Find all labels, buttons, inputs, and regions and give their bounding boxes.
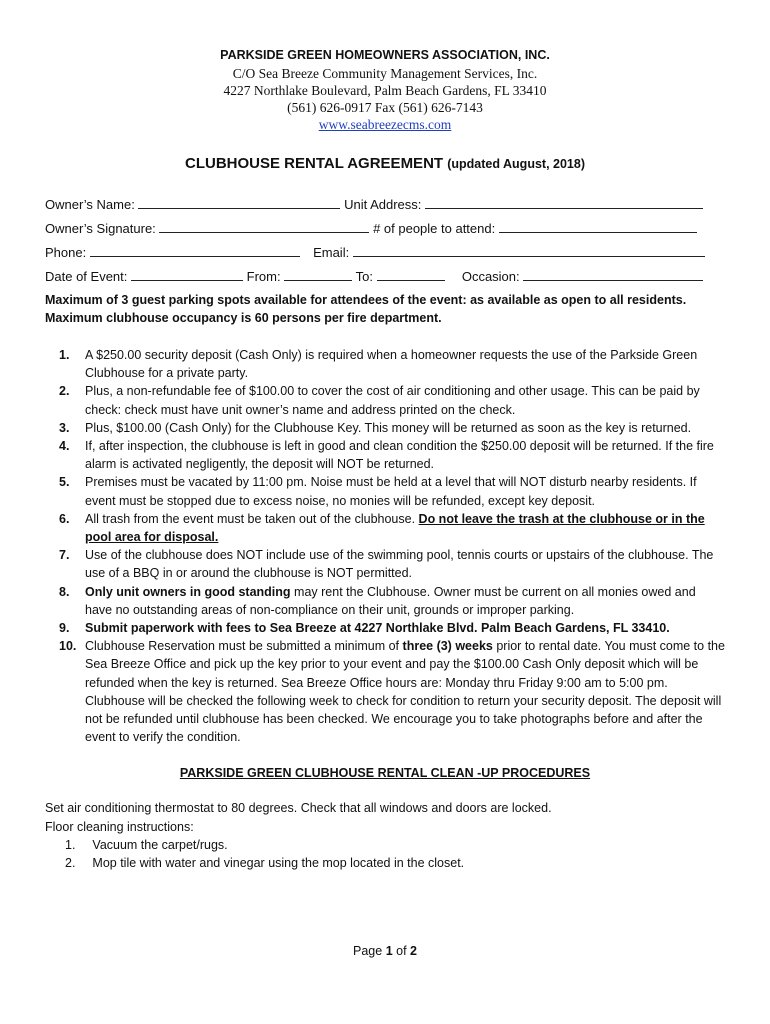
rule-number: 3.: [59, 420, 70, 435]
rule-number: 8.: [59, 584, 70, 599]
rule-text: Submit paperwork with fees to Sea Breeze at 4227 Northlake Blvd. Palm Beach Gardens, FL 33410.: [85, 621, 670, 636]
website-link[interactable]: www.seabreezecms.com: [318, 117, 452, 132]
rule-number: 10.: [59, 639, 77, 654]
owner-signature-label: Owner’s Signature:: [45, 221, 156, 236]
to-field[interactable]: [377, 268, 445, 281]
num-people-label: # of people to attend:: [373, 221, 496, 236]
rule-text: may rent the Clubhouse. Owner must be current on all monies owed and have no outstanding areas of non-compliance on their unit, grounds or improper parking.: [85, 584, 696, 617]
list-item: [45, 346, 725, 382]
rule-text: Premises must be vacated by 11:00 pm. Noise must be held at a level that will NOT disturb nearby residents. If event must be stopped due to excess noise, no monies will be refunded, except key deposit.: [85, 475, 697, 508]
rule-emphasis: Do not leave the trash at the clubhouse or in the pool area for disposal.: [85, 511, 705, 545]
unit-address-field[interactable]: [425, 196, 703, 209]
owner-name-field[interactable]: [138, 196, 340, 209]
title-main: CLUBHOUSE RENTAL AGREEMENT: [185, 155, 444, 172]
list-item: [65, 838, 228, 852]
list-item: [65, 856, 464, 870]
step-number: 1.: [65, 838, 76, 852]
owner-name-label: Owner’s Name:: [45, 197, 135, 212]
occasion-field[interactable]: [523, 268, 703, 281]
address-line: 4227 Northlake Boulevard, Palm Beach Gardens, FL 33410: [223, 83, 547, 98]
rule-number: 7.: [59, 548, 70, 563]
rule-number: 9.: [59, 621, 70, 636]
rule-emphasis: three (3) weeks: [402, 639, 493, 654]
num-people-field[interactable]: [499, 220, 697, 233]
floor-intro: Floor cleaning instructions:: [45, 820, 194, 834]
owner-signature-field[interactable]: [159, 220, 369, 233]
unit-address-label: Unit Address:: [344, 197, 422, 212]
step-number: 2.: [65, 856, 76, 870]
list-item: [45, 637, 725, 746]
rule-number: 4.: [59, 439, 70, 454]
list-item: [45, 382, 725, 418]
email-field[interactable]: [353, 244, 705, 257]
rules-list: [45, 346, 725, 746]
from-label: From:: [246, 269, 281, 284]
rule-text: prior to rental date. You must come to the Sea Breeze Office and pick up the key prior to your event and pay the $100.00 Cash Only deposit which will be refunded when the key is returned. Sea Breeze Office hours are: Monday thru Friday 9:00 am to 5:00 pm. Clubhouse will be checked the following week to check for condition to return your security deposit. The deposit will not be refunded until clubhouse has been checked. We encourage you to take photographs before and after the event to verify the condition.: [85, 639, 725, 745]
rule-text: Plus, $100.00 (Cash Only) for the Clubhouse Key. This money will be returned as soon as the key is returned.: [85, 420, 692, 435]
form-row-contact: [45, 244, 705, 260]
rule-number: 2.: [59, 384, 70, 399]
page-total: 2: [410, 944, 417, 958]
rule-number: 6.: [59, 511, 70, 526]
page-word: Page: [353, 944, 383, 958]
from-field[interactable]: [284, 268, 352, 281]
occupancy-note: Maximum clubhouse occupancy is 60 persons per fire department.: [45, 311, 442, 325]
cleanup-title: PARKSIDE GREEN CLUBHOUSE RENTAL CLEAN -UP PROCEDURES: [179, 766, 591, 780]
rule-pre: Clubhouse Reservation must be submitted a minimum of: [85, 639, 400, 654]
page-number: 1: [385, 944, 393, 958]
rule-number: 5.: [59, 475, 70, 490]
to-label: To:: [355, 269, 373, 284]
list-item: [45, 437, 725, 473]
rule-text: All trash from the event must be taken out of the clubhouse.: [85, 511, 416, 526]
list-item: [45, 583, 725, 619]
step-text: Vacuum the carpet/rugs.: [92, 838, 228, 852]
phone-label: Phone:: [45, 245, 87, 260]
list-item: [45, 619, 725, 637]
date-of-event-label: Date of Event:: [45, 269, 128, 284]
step-text: Mop tile with water and vinegar using the mop located in the closet.: [92, 856, 465, 870]
list-item: [45, 510, 725, 546]
occasion-label: Occasion:: [461, 269, 520, 284]
list-item: [45, 473, 725, 509]
phone-field[interactable]: [90, 244, 300, 257]
form-row-event: [45, 268, 703, 284]
rule-text: Use of the clubhouse does NOT include use of the swimming pool, tennis courts or upstairs of the clubhouse. The use of a BBQ in or around the clubhouse is NOT permitted.: [85, 548, 714, 581]
email-label: Email:: [313, 245, 350, 260]
date-of-event-field[interactable]: [131, 268, 243, 281]
care-of-line: C/O Sea Breeze Community Management Services, Inc.: [232, 66, 538, 81]
org-name: PARKSIDE GREEN HOMEOWNERS ASSOCIATION, INC.: [220, 48, 550, 62]
list-item: [45, 419, 725, 437]
parking-note: Maximum of 3 guest parking spots available for attendees of the event: as available as open to all residents.: [45, 293, 687, 307]
title-updated: (updated August, 2018): [447, 157, 585, 171]
rule-text: A $250.00 security deposit (Cash Only) is required when a homeowner requests the use of the Parkside Green Clubhouse for a private party.: [85, 348, 698, 381]
rule-text: If, after inspection, the clubhouse is left in good and clean condition the $250.00 deposit will be returned. If the fire alarm is activated negligently, the deposit will NOT be returned.: [85, 439, 714, 472]
thermostat-instruction: Set air conditioning thermostat to 80 degrees. Check that all windows and doors are locked.: [45, 801, 552, 815]
rule-lead: Only unit owners in good standing: [85, 584, 291, 599]
of-word: of: [396, 944, 407, 958]
page-footer: [0, 944, 770, 958]
form-row-signature: [45, 220, 697, 236]
agreement-title: [0, 155, 770, 172]
list-item: [45, 546, 725, 582]
phone-fax-line: (561) 626-0917 Fax (561) 626-7143: [287, 100, 483, 115]
rule-number: 1.: [59, 348, 70, 362]
rule-text: Plus, a non-refundable fee of $100.00 to cover the cost of air conditioning and other usage. This can be paid by check: check must have unit owner’s name and address printed on the check.: [85, 384, 700, 417]
form-row-name: [45, 196, 703, 212]
